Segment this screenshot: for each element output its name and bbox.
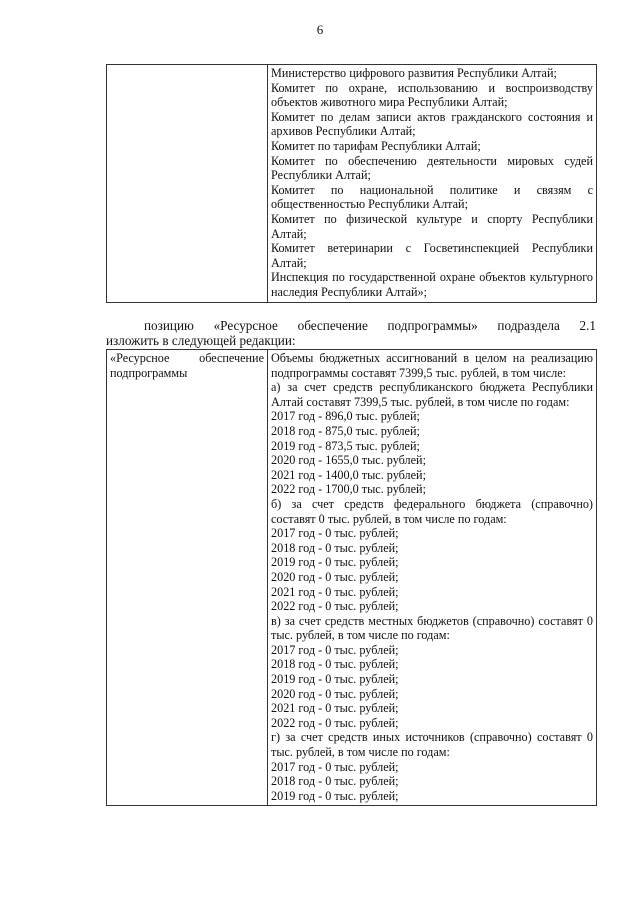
- funding-line: 2017 год - 0 тыс. рублей;: [271, 526, 399, 541]
- funding-line: 2018 год - 875,0 тыс. рублей;: [271, 423, 420, 438]
- funding-line: 2019 год - 873,5 тыс. рублей;: [271, 438, 420, 453]
- table-row: [107, 65, 597, 303]
- funding-line: 2020 год - 1655,0 тыс. рублей;: [271, 453, 426, 468]
- table-executors-continued: [106, 64, 597, 303]
- amendment-paragraph: [106, 318, 596, 348]
- funding-line: 2018 год - 0 тыс. рублей;: [271, 657, 399, 672]
- paragraph-line: изложить в следующей редакции:: [106, 333, 296, 348]
- list-item: Комитет по обеспечению деятельности мировых судей Республики Алтай;: [271, 153, 593, 183]
- funding-line: б) за счет средств федерального бюджета (справочно) составят 0 тыс. рублей, в том числе по годам:: [271, 496, 593, 526]
- funding-line: 2022 год - 1700,0 тыс. рублей;: [271, 482, 426, 497]
- table-row: [107, 350, 597, 806]
- table-cell-empty: [107, 65, 268, 303]
- funding-line: 2022 год - 0 тыс. рублей;: [271, 715, 399, 730]
- funding-line: в) за счет средств местных бюджетов (справочно) составят 0 тыс. рублей, в том числе по годам:: [271, 613, 593, 643]
- funding-line: а) за счет средств республиканского бюджета Республики Алтай составят 7399,5 тыс. рублей, в том числе по годам:: [271, 380, 593, 409]
- table-cell-position-name: «Ресурсное обеспечение подпрограммы: [107, 350, 268, 806]
- list-item: Инспекция по государственной охране объектов культурного наследия Республики Алтай»;: [271, 270, 593, 299]
- funding-line: 2019 год - 0 тыс. рублей;: [271, 555, 399, 570]
- list-item: Комитет по охране, использованию и воспроизводству объектов животного мира Республики Алтай;: [271, 80, 593, 110]
- funding-line: 2017 год - 0 тыс. рублей;: [271, 759, 399, 774]
- funding-line: 2019 год - 0 тыс. рублей;: [271, 672, 399, 687]
- list-item: Комитет по национальной политике и связям с общественностью Республики Алтай;: [271, 182, 593, 212]
- paragraph-line: позицию «Ресурсное обеспечение подпрограммы» подраздела 2.1: [144, 318, 596, 333]
- funding-line: 2019 год - 0 тыс. рублей;: [271, 788, 399, 803]
- list-item: Комитет по делам записи актов гражданского состояния и архивов Республики Алтай;: [271, 109, 593, 139]
- table-cell-funding: [268, 350, 597, 806]
- funding-line: г) за счет средств иных источников (справочно) составят 0 тыс. рублей, в том числе по годам:: [271, 730, 593, 760]
- funding-line: 2022 год - 0 тыс. рублей;: [271, 599, 399, 614]
- funding-line: 2021 год - 1400,0 тыс. рублей;: [271, 467, 426, 482]
- funding-line: 2018 год - 0 тыс. рублей;: [271, 774, 399, 789]
- list-item: Комитет ветеринарии с Госветинспекцией Республики Алтай;: [271, 241, 593, 270]
- table-cell-executors: [268, 65, 597, 303]
- funding-line: 2020 год - 0 тыс. рублей;: [271, 569, 399, 584]
- table-resource-provision: [106, 349, 597, 806]
- list-item: Комитет по тарифам Республики Алтай;: [271, 138, 481, 153]
- list-item: Комитет по физической культуре и спорту Республики Алтай;: [271, 211, 593, 241]
- funding-line: 2021 год - 0 тыс. рублей;: [271, 584, 399, 599]
- list-item: Министерство цифрового развития Республики Алтай;: [271, 66, 557, 80]
- funding-line: Объемы бюджетных ассигнований в целом на реализацию подпрограммы составят 7399,5 тыс. рублей, в том числе:: [271, 351, 593, 380]
- funding-line: 2018 год - 0 тыс. рублей;: [271, 540, 399, 555]
- funding-line: 2017 год - 0 тыс. рублей;: [271, 642, 399, 657]
- funding-line: 2021 год - 0 тыс. рублей;: [271, 701, 399, 716]
- page-number: 6: [316, 22, 324, 37]
- funding-line: 2017 год - 896,0 тыс. рублей;: [271, 409, 420, 424]
- funding-line: 2020 год - 0 тыс. рублей;: [271, 686, 399, 701]
